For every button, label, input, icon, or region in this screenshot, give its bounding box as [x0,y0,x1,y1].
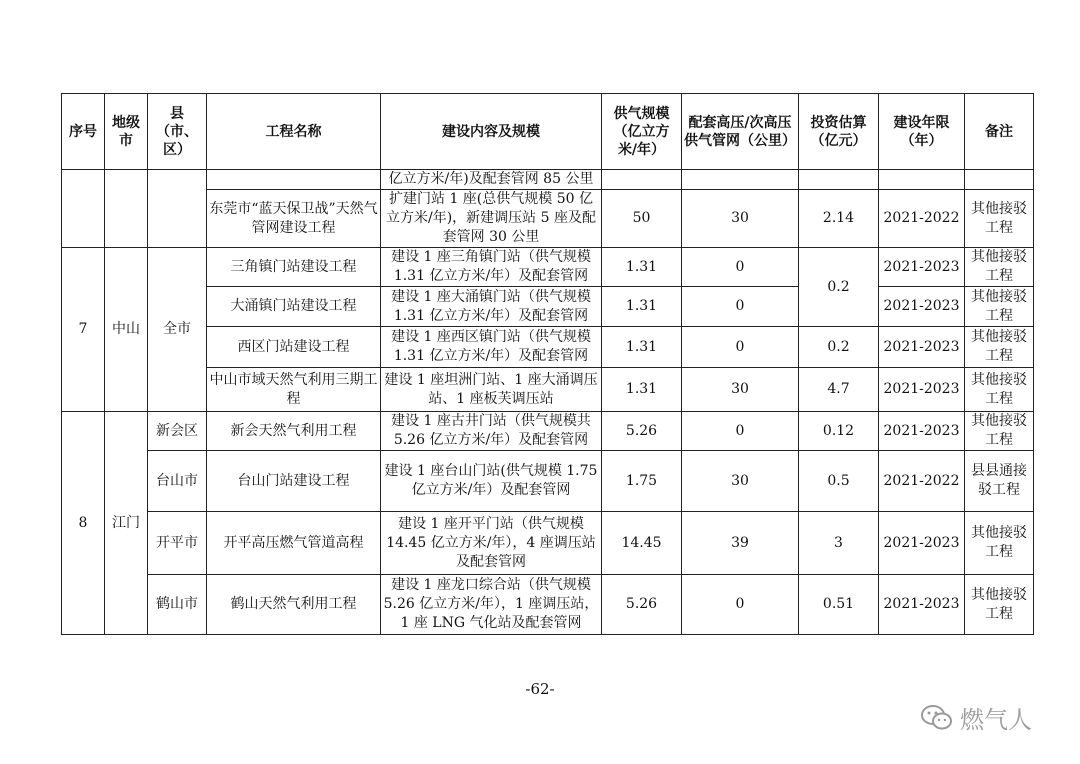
name-cell: 开平高压燃气管道高程 [207,512,381,575]
invest-cell: 0.2 [799,248,879,327]
wechat-icon [920,704,954,732]
table-row [62,575,1034,635]
header-cell: 配套高压/次高压供气管网（公里） [682,94,799,170]
note-cell: 县县通接驳工程 [965,451,1034,512]
city-cell: 江门 [105,412,148,635]
county-cell: 台山市 [148,451,207,512]
invest-cell: 0.5 [799,451,879,512]
note-cell: 其他接驳工程 [965,368,1034,412]
table-row [62,368,1034,412]
invest-cell: 2.14 [799,190,879,248]
supply-cell: 1.31 [602,248,682,287]
years-cell: 2021-2023 [879,368,965,412]
supply-cell: 5.26 [602,575,682,635]
county-cell [148,170,207,248]
supply-cell: 50 [602,190,682,248]
city-cell: 中山 [105,248,148,412]
header-cell: 县（市、区） [148,94,207,170]
note-cell: 其他接驳工程 [965,575,1034,635]
years-cell: 2021-2023 [879,412,965,451]
name-cell: 西区门站建设工程 [207,327,381,368]
supply-cell: 1.31 [602,287,682,327]
years-cell [879,170,965,190]
note-cell: 其他接驳工程 [965,327,1034,368]
supply-cell [602,170,682,190]
seq-cell [62,170,105,248]
invest-cell: 0.51 [799,575,879,635]
county-cell: 新会区 [148,412,207,451]
invest-cell: 0.2 [799,327,879,368]
table-row [62,412,1034,451]
header-cell: 工程名称 [207,94,381,170]
pipe-cell [682,170,799,190]
county-cell: 全市 [148,248,207,412]
county-cell: 鹤山市 [148,575,207,635]
content-cell: 建设 1 座大涌镇门站（供气规模 1.31 亿立方米/年）及配套管网 [381,287,602,327]
pipe-cell: 0 [682,412,799,451]
pipe-cell: 30 [682,368,799,412]
header-cell: 序号 [62,94,105,170]
table-row [62,327,1034,368]
content-cell: 建设 1 座古井门站（供气规模共 5.26 亿立方米/年）及配套管网 [381,412,602,451]
years-cell: 2021-2023 [879,248,965,287]
note-cell: 其他接驳工程 [965,512,1034,575]
name-cell: 大涌镇门站建设工程 [207,287,381,327]
table-row [62,512,1034,575]
name-cell: 三角镇门站建设工程 [207,248,381,287]
note-cell: 其他接驳工程 [965,248,1034,287]
pipe-cell: 0 [682,287,799,327]
content-cell: 建设 1 座三角镇门站（供气规模 1.31 亿立方米/年）及配套管网 [381,248,602,287]
table-row [62,190,1034,248]
supply-cell: 5.26 [602,412,682,451]
years-cell: 2021-2023 [879,575,965,635]
invest-cell: 3 [799,512,879,575]
name-cell: 台山门站建设工程 [207,451,381,512]
header-cell: 建设年限（年） [879,94,965,170]
pipe-cell: 0 [682,575,799,635]
pipe-cell: 39 [682,512,799,575]
county-cell: 开平市 [148,512,207,575]
seq-cell: 7 [62,248,105,412]
watermark [920,700,1032,735]
supply-cell: 1.31 [602,327,682,368]
years-cell: 2021-2023 [879,512,965,575]
page-number: -62- [525,680,555,698]
project-table [61,93,1034,635]
years-cell: 2021-2023 [879,287,965,327]
table-row [62,248,1034,287]
seq-cell: 8 [62,412,105,635]
name-cell: 中山市域天然气利用三期工程 [207,368,381,412]
years-cell: 2021-2023 [879,327,965,368]
content-cell: 亿立方米/年)及配套管网 85 公里 [381,170,602,190]
name-cell: 鹤山天然气利用工程 [207,575,381,635]
city-cell [105,170,148,248]
content-cell: 建设 1 座台山门站(供气规模 1.75 亿立方米/年）及配套管网 [381,451,602,512]
header-cell: 地级市 [105,94,148,170]
years-cell: 2021-2022 [879,190,965,248]
invest-cell [799,170,879,190]
table-row [62,170,1034,190]
table-header [62,94,1034,170]
name-cell: 东莞市“蓝天保卫战”天然气管网建设工程 [207,190,381,248]
content-cell: 建设 1 座坦洲门站、1 座大涌调压站、1 座板芙调压站 [381,368,602,412]
header-cell: 投资估算（亿元） [799,94,879,170]
content-cell: 建设 1 座开平门站（供气规模 14.45 亿立方米/年），4 座调压站及配套管网 [381,512,602,575]
note-cell: 其他接驳工程 [965,412,1034,451]
pipe-cell: 0 [682,327,799,368]
note-cell: 其他接驳工程 [965,287,1034,327]
pipe-cell: 0 [682,248,799,287]
years-cell: 2021-2022 [879,451,965,512]
watermark-text: 燃气人 [960,706,1032,734]
note-cell: 其他接驳工程 [965,190,1034,248]
content-cell: 建设 1 座西区镇门站（供气规模 1.31 亿立方米/年）及配套管网 [381,327,602,368]
name-cell [207,170,381,190]
pipe-cell: 30 [682,190,799,248]
content-cell: 建设 1 座龙口综合站（供气规模 5.26 亿立方米/年），1 座调压站，1 座 LNG 气化站及配套管网 [381,575,602,635]
table-row [62,287,1034,327]
invest-cell: 0.12 [799,412,879,451]
pipe-cell: 30 [682,451,799,512]
supply-cell: 14.45 [602,512,682,575]
table-row [62,451,1034,512]
header-cell: 备注 [965,94,1034,170]
header-cell: 供气规模（亿立方米/年） [602,94,682,170]
note-cell [965,170,1034,190]
name-cell: 新会天然气利用工程 [207,412,381,451]
invest-cell: 4.7 [799,368,879,412]
supply-cell: 1.75 [602,451,682,512]
supply-cell: 1.31 [602,368,682,412]
header-cell: 建设内容及规模 [381,94,602,170]
content-cell: 扩建门站 1 座(总供气规模 50 亿立方米/年)，新建调压站 5 座及配套管网 30 公里 [381,190,602,248]
